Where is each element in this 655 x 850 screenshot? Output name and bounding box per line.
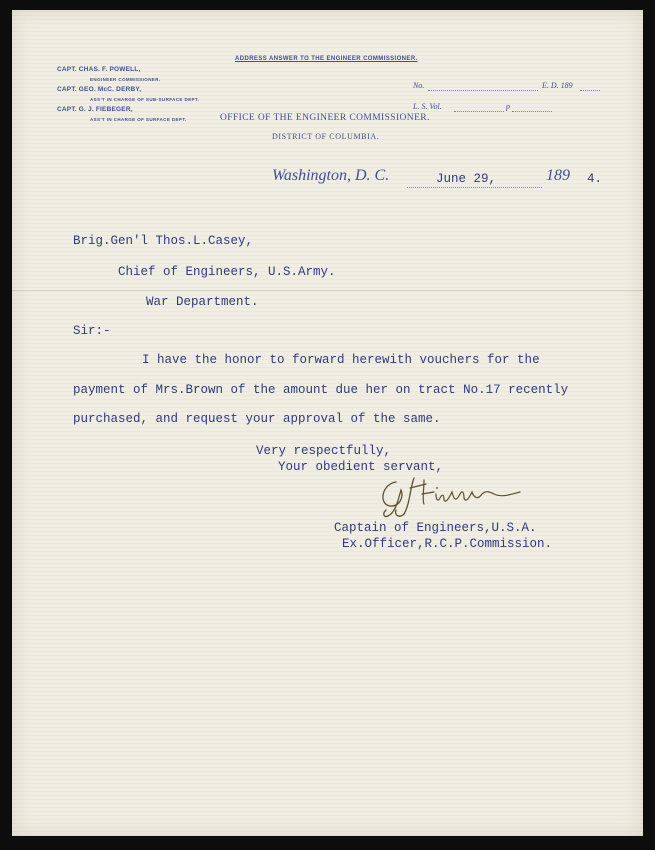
fold-line bbox=[12, 290, 643, 291]
staff-role-2: ASS'T IN CHARGE OF SUB-SURFACE DEPT. bbox=[90, 97, 200, 102]
ls-label: L. S. Vol. bbox=[413, 102, 442, 111]
letter-page bbox=[12, 10, 643, 836]
no-label: No. bbox=[413, 81, 425, 90]
dateline-place: Washington, D. C. bbox=[272, 167, 390, 184]
staff-name-3: CAPT. G. J. FIEBEGER, bbox=[57, 106, 133, 113]
recipient-name: Brig.Gen'l Thos.L.Casey, bbox=[73, 234, 254, 248]
staff-role-3: ASS'T IN CHARGE OF SURFACE DEPT. bbox=[90, 117, 187, 122]
district-title: DISTRICT OF COLUMBIA. bbox=[272, 132, 380, 141]
recipient-title: Chief of Engineers, U.S.Army. bbox=[118, 265, 336, 279]
ed-line bbox=[580, 90, 600, 91]
signature bbox=[374, 470, 524, 520]
dateline-rule bbox=[407, 187, 542, 188]
body-line-2: payment of Mrs.Brown of the amount due her on tract No.17 recently bbox=[73, 383, 569, 397]
staff-name-2: CAPT. GEO. McC. DERBY, bbox=[57, 86, 142, 93]
office-title: OFFICE OF THE ENGINEER COMMISSIONER. bbox=[220, 113, 430, 123]
dateline-year-prefix: 189 bbox=[546, 167, 570, 184]
salutation: Sir:- bbox=[73, 324, 111, 338]
dateline-date: June 29, bbox=[436, 172, 497, 186]
address-note: ADDRESS ANSWER TO THE ENGINEER COMMISSIONER. bbox=[235, 56, 418, 62]
signer-title-1: Captain of Engineers,U.S.A. bbox=[334, 521, 537, 535]
p-label: p bbox=[506, 102, 510, 111]
body-line-3: purchased, and request your approval of the same. bbox=[73, 412, 441, 426]
body-line-1: I have the honor to forward herewith vouchers for the bbox=[142, 353, 540, 367]
dateline-year-suffix: 4. bbox=[587, 172, 603, 186]
staff-role-1: ENGINEER COMMISSIONER. bbox=[90, 77, 161, 82]
ed-label: E. D. 189 bbox=[542, 81, 573, 90]
ls-line bbox=[454, 111, 504, 112]
recipient-department: War Department. bbox=[146, 295, 259, 309]
staff-name-1: CAPT. CHAS. F. POWELL, bbox=[57, 66, 141, 73]
p-line bbox=[512, 111, 552, 112]
no-line bbox=[428, 90, 538, 91]
closing-line-1: Very respectfully, bbox=[256, 444, 392, 458]
signer-title-2: Ex.Officer,R.C.P.Commission. bbox=[342, 537, 553, 551]
closing-line-2: Your obedient servant, bbox=[278, 460, 444, 474]
